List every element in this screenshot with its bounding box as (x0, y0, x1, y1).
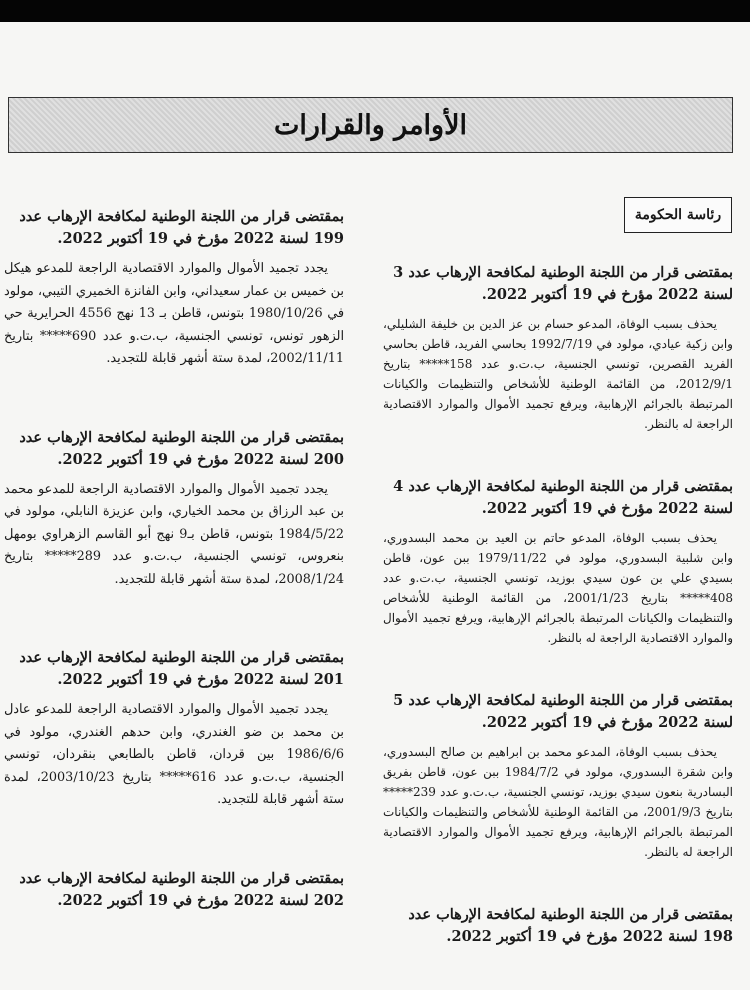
page-title-box (8, 97, 733, 153)
right-column (383, 262, 733, 990)
decree-heading: بمقتضى قرار من اللجنة الوطنية لمكافحة الإرهاب عدد 199 لسنة 2022 مؤرخ في 19 أكتوبر 2022. (19, 208, 344, 247)
page-title: الأوامر والقرارات (274, 109, 467, 141)
decree-body: يحذف بسبب الوفاة، المدعو حسام بن عز الدين بن خليفة الشليلي، وابن زكية عيادي، مولود في 1992/7/19 بحاسي الفريد، قاطن بحاسي الفريد القصرين، تونسي الجنسية، ب.ت.و عدد 158***** بتاريخ 2012/9/1، من القائمة الوطنية للأشخاص والتنظيمات والكيانات المرتبطة بالجرائم الإرهابية، ويرفع تجميد الأموال والموارد الاقتصادية الراجعة له بالنظر. (383, 317, 733, 431)
decree-entry (383, 476, 733, 648)
top-black-bar (0, 0, 750, 22)
decree-heading: بمقتضى قرار من اللجنة الوطنية لمكافحة الإرهاب عدد 200 لسنة 2022 مؤرخ في 19 أكتوبر 2022. (19, 428, 344, 468)
decree-entry (4, 206, 344, 371)
decree-entry (4, 647, 344, 812)
decree-body: يجدد تجميد الأموال والموارد الاقتصادية الراجعة للمدعو محمد بن عبد الرزاق بن محمد الخياري، وابن عزيزة النابلي، مولود في 1984/5/22 بتونس، قاطن بـ9 نهج أبو القاسم الزهراوي بومهل بنعروس، تونسي الجنسية، ب.ت.و عدد 289***** بتاريخ 2008/1/24، لمدة ستة أشهر قابلة للتجديد. (4, 481, 344, 587)
decree-heading: بمقتضى قرار من اللجنة الوطنية لمكافحة الإرهاب عدد 198 لسنة 2022 مؤرخ في 19 أكتوبر 2022. (408, 906, 733, 945)
decree-heading: بمقتضى قرار من اللجنة الوطنية لمكافحة الإرهاب عدد 4 لسنة 2022 مؤرخ في 19 أكتوبر 2022. (393, 478, 733, 517)
decree-entry (383, 690, 733, 862)
decree-entry (4, 427, 344, 592)
left-column (4, 206, 344, 968)
section-label: رئاسة الحكومة (634, 207, 722, 223)
decree-body: يجدد تجميد الأموال والموارد الاقتصادية الراجعة للمدعو عادل بن محمد بن ضو الغندري، وابن حدهم الغندري، مولود في 1986/6/6 بين قردان، قاطن بالطابعي بنقردان، تونسي الجنسية، ب.ت.و عدد 616***** بتاريخ 2003/10/23، لمدة ستة أشهر قابلة للتجديد. (4, 702, 345, 807)
decree-body: يجدد تجميد الأموال والموارد الاقتصادية الراجعة للمدعو هيكل بن خميس بن عمار سعيداني، وابن الفانزة الخميري التيبي، مولود في 1980/10/26 بتونس، قاطن بـ 13 نهج 4556 الحرايرية حي الزهور تونس، تونسي الجنسية، ب.ت.و عدد 690***** بتاريخ 2002/11/11، لمدة ستة أشهر قابلة للتجديد. (4, 261, 344, 366)
decree-heading: بمقتضى قرار من اللجنة الوطنية لمكافحة الإرهاب عدد 3 لسنة 2022 مؤرخ في 19 أكتوبر 2022. (393, 264, 733, 303)
section-label-box (624, 197, 732, 233)
decree-heading: بمقتضى قرار من اللجنة الوطنية لمكافحة الإرهاب عدد 202 لسنة 2022 مؤرخ في 19 أكتوبر 2022. (19, 869, 344, 909)
decree-heading: بمقتضى قرار من اللجنة الوطنية لمكافحة الإرهاب عدد 201 لسنة 2022 مؤرخ في 19 أكتوبر 2022. (19, 649, 344, 688)
decree-body: يحذف بسبب الوفاة، المدعو حاتم بن العيد بن محمد البسدوري، وابن شلبية البسدوري، مولود في 1979/11/22 ببن عون، قاطن بسيدي علي بن عون سيدي بوزيد، تونسي الجنسية، ب.ت.و عدد 408***** بتاريخ 2001/1/23، من القائمة الوطنية للأشخاص والتنظيمات والكيانات المرتبطة بالجرائم الإرهابية، ويرفع تجميد الأموال والموارد الاقتصادية الراجعة له بالنظر. (383, 531, 733, 645)
decree-entry (383, 262, 733, 434)
decree-heading: بمقتضى قرار من اللجنة الوطنية لمكافحة الإرهاب عدد 5 لسنة 2022 مؤرخ في 19 أكتوبر 2022. (393, 692, 733, 731)
decree-entry (383, 904, 733, 948)
decree-entry (4, 868, 344, 912)
decree-body: يحذف بسبب الوفاة، المدعو محمد بن ابراهيم بن صالح البسدوري، وابن شقرة البسدوري، مولود في 1984/7/2 ببن عون، قاطن بفريق البسادرية بنعون سيدي بوزيد، تونسي الجنسية، ب.ت.و عدد 239***** بتاريخ 2001/9/3، من القائمة الوطنية للأشخاص والتنظيمات والكيانات المرتبطة بالجرائم الإرهابية، ويرفع تجميد الأموال والموارد الاقتصادية الراجعة له بالنظر. (383, 745, 734, 859)
